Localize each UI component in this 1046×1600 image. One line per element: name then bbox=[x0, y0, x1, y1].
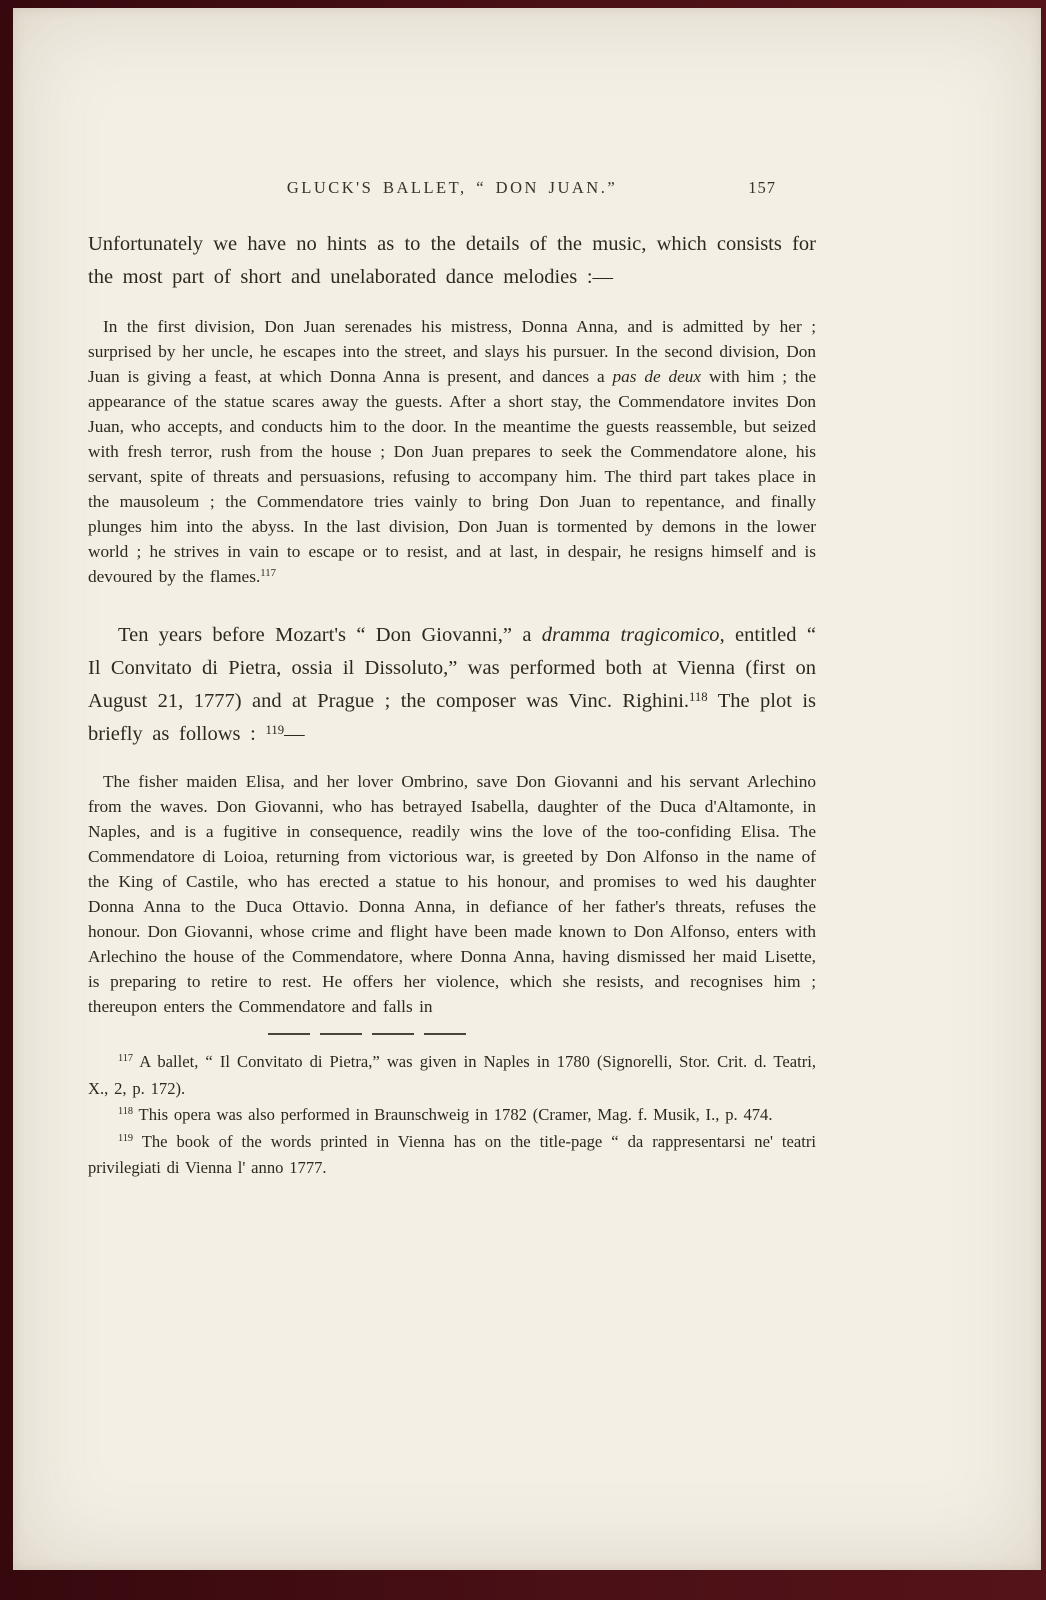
running-header bbox=[88, 178, 816, 202]
paragraph-righini-opera: Ten years before Mozart's “ Don Giovanni,” a dramma tragicomico, entitled “ Il Convitato di Pietra, ossia il Dissoluto,” was performed both at Vienna (first on August 21, 1777) and at Prague ; the composer was Vinc. Righini.$^{118}$ The plot is briefly as follows : $^{119}$— bbox=[88, 624, 816, 745]
paragraph-intro: Unfortunately we have no hints as to the details of the music, which consists for the most part of short and unelaborated dance melodies :— bbox=[88, 233, 816, 288]
footnotes-section bbox=[88, 1049, 816, 1182]
footnote-separator-rule bbox=[268, 1033, 468, 1035]
page-number: 157 bbox=[748, 178, 776, 197]
text-column bbox=[88, 8, 816, 1182]
book-page bbox=[13, 8, 1041, 1570]
footnote-118: $^{118}$ This opera was also performed in Braunschweig in 1782 (Cramer, Mag. f. Musik, I., p. 474. bbox=[118, 1105, 773, 1124]
footnote-117: $^{117}$ A ballet, “ Il Convitato di Pietra,” was given in Naples in 1780 (Signorelli, Stor. Crit. d. Teatri, X., 2, p. 172). bbox=[88, 1052, 816, 1098]
blockquote-ballet-synopsis: In the first division, Don Juan serenades his mistress, Donna Anna, and is admitted by her ; surprised by her uncle, he escapes into the street, and slays his pursuer. In the second division, Don Juan is giving a feast, at which Donna Anna is present, and dances a pas de deux with him ; the appearance of the statue scares away the guests. After a short stay, the Commendatore invites Don Juan, who accepts, and conducts him to the door. In the meantime the guests reassemble, but seized with fresh terror, rush from the house ; Don Juan prepares to seek the Commendatore alone, his servant, spite of threats and persuasions, refusing to accompany him. The third part takes place in the mausoleum ; the Commendatore tries vainly to bring Don Juan to repentance, and finally plunges him into the abyss. In the last division, Don Juan is tormented by demons in the lower world ; he strives in vain to escape or to resist, and at last, in despair, he resigns himself and is devoured by the flames.$^{117}$ bbox=[88, 317, 817, 586]
blockquote-opera-plot: The fisher maiden Elisa, and her lover Ombrino, save Don Giovanni and his servant Arlechino from the waves. Don Giovanni, who has betrayed Isabella, daughter of the Duca d'Altamonte, in Naples, and is a fugitive in consequence, readily wins the love of the too-confiding Elisa. The Commendatore di Loioa, returning from victorious war, is greeted by Don Alfonso in the name of the King of Castile, who has erected a statue to his honour, and promises to wed his daughter Donna Anna to the Duca Ottavio. Donna Anna, in defiance of her father's threats, refuses the honour. Don Giovanni, whose crime and flight have been made known to Don Alfonso, enters with Arlechino the house of the Commendatore, where Donna Anna, having dismissed her maid Lisette, is preparing to retire to rest. He offers her violence, which she resists, and recognises him ; thereupon enters the Commendatore and falls in bbox=[88, 772, 816, 1016]
running-header-title: GLUCK'S BALLET, “ DON JUAN.” bbox=[286, 178, 618, 197]
footnote-119: $^{119}$ The book of the words printed in Vienna has on the title-page “ da rappresentarsi ne' teatri privilegiati di Vienna l' anno 1777. bbox=[88, 1131, 816, 1177]
